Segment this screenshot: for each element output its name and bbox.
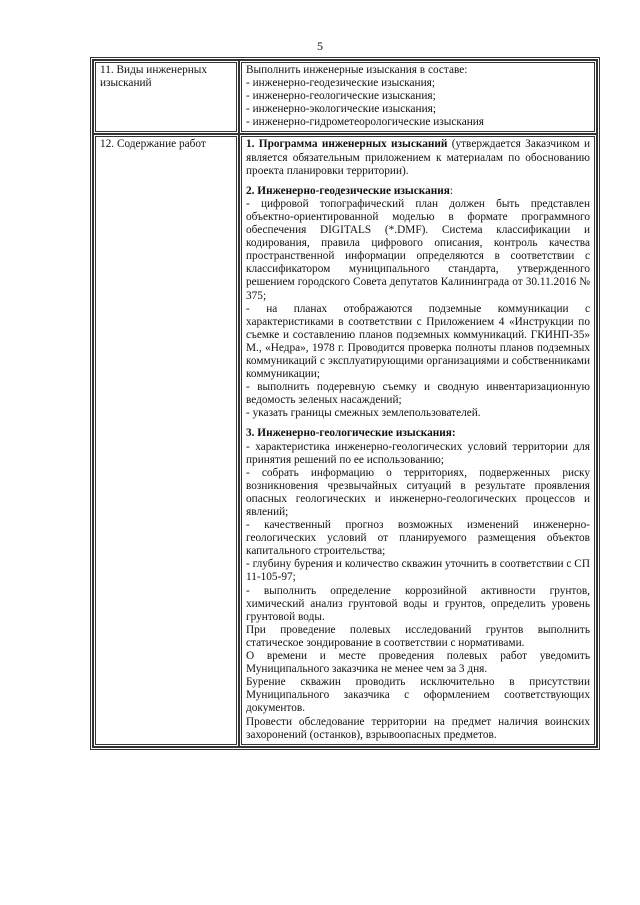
row-label-work-content: 12. Содержание работ <box>93 134 239 746</box>
section-paragraph: - выполнить подеревную съемку и сводную инвентаризационную ведомость зеленых насаждений; <box>246 381 590 407</box>
section-heading-tail: : <box>449 184 454 197</box>
section-geodesy <box>246 185 590 421</box>
section-paragraph: О времени и месте проведения полевых работ уведомить Муниципального заказчика не менее чем за 3 дня. <box>246 650 590 676</box>
requirements-table <box>90 57 600 750</box>
section-geology <box>246 427 590 741</box>
section-paragraph: - указать границы смежных землепользователей. <box>246 407 481 420</box>
section-heading: 1. Программа инженерных изысканий <box>246 138 448 151</box>
list-item: - инженерно-экологические изыскания; <box>246 103 436 116</box>
table-row <box>93 60 597 134</box>
list-item: - инженерно-геологические изыскания; <box>246 90 436 103</box>
row-label-survey-types: 11. Виды инженерных изысканий <box>93 60 239 134</box>
page-number: 5 <box>317 39 323 53</box>
section-heading-tail: (утверждается Заказчиком и является обязательным приложением к материалам по обоснованию проекта планировки территории). <box>246 138 590 177</box>
section-paragraph: При проведение полевых исследований грунтов выполнить статическое зондирование в соответствии с нормативами. <box>246 623 590 649</box>
work-content-cell <box>239 134 597 746</box>
section-heading: 3. Инженерно-геологические изыскания: <box>246 427 456 440</box>
section-program <box>246 138 590 177</box>
section-paragraph: Провести обследование территории на предмет наличия воинских захоронений (останков), взрывоопасных предметов. <box>246 715 590 741</box>
section-heading-line <box>246 185 590 198</box>
table-row <box>93 134 597 746</box>
section-paragraph: Бурение скважин проводить исключительно в присутствии Муниципального заказчика с оформлением соответствующих документов. <box>246 676 590 715</box>
section-paragraph: - характеристика инженерно-геологических условий территории для принятия решений по ее использованию; <box>246 440 590 466</box>
list-intro: Выполнить инженерные изыскания в составе: <box>246 64 468 76</box>
section-paragraph <box>246 138 590 177</box>
list-item: - инженерно-геодезические изыскания; <box>246 77 435 90</box>
survey-types-list <box>239 60 597 134</box>
section-paragraph: - на планах отображаются подземные коммуникации с характеристиками в соответствии с Приложением 4 «Инструкции по съемке и составлению планов подземных коммуникаций. ГКИНП-35» М., «Недра», 1978 г. Проводится проверка полноты планов подземных коммуникаций с эксплуатирующими организациями и собственниками коммуникации; <box>246 302 590 381</box>
section-paragraph: - качественный прогноз возможных изменений инженерно-геологических условий от планируемого размещения объектов капитального строительства; <box>246 519 590 558</box>
section-paragraph: - цифровой топографический план должен быть представлен объектно-ориентированной моделью в формате программного обеспечения DIGITALS (*.DMF). Система классификации и кодирования, правила цифрового описания, контроль качества пространственной информации определяются в соответствии с классификатором муниципального стандарта, утвержденного решением городского Совета депутатов Калининграда от 30.11.2016 № 375; <box>246 197 590 302</box>
section-paragraph: - глубину бурения и количество скважин уточнить в соответствии с СП 11-105-97; <box>246 558 590 584</box>
section-heading-line <box>246 427 590 440</box>
section-paragraph: - собрать информацию о территориях, подверженных риску возникновения чрезвычайных ситуаций в результате проявления опасных геологических и инженерно-геологических процессов и явлений; <box>246 466 590 518</box>
list-item: - инженерно-гидрометеорологические изыскания <box>246 116 484 129</box>
section-heading: 2. Инженерно-геодезические изыскания <box>246 184 450 197</box>
section-paragraph: - выполнить определение коррозийной активности грунтов, химический анализ грунтовой воды и грунтов, определить уровень грунтовой воды. <box>246 584 590 623</box>
